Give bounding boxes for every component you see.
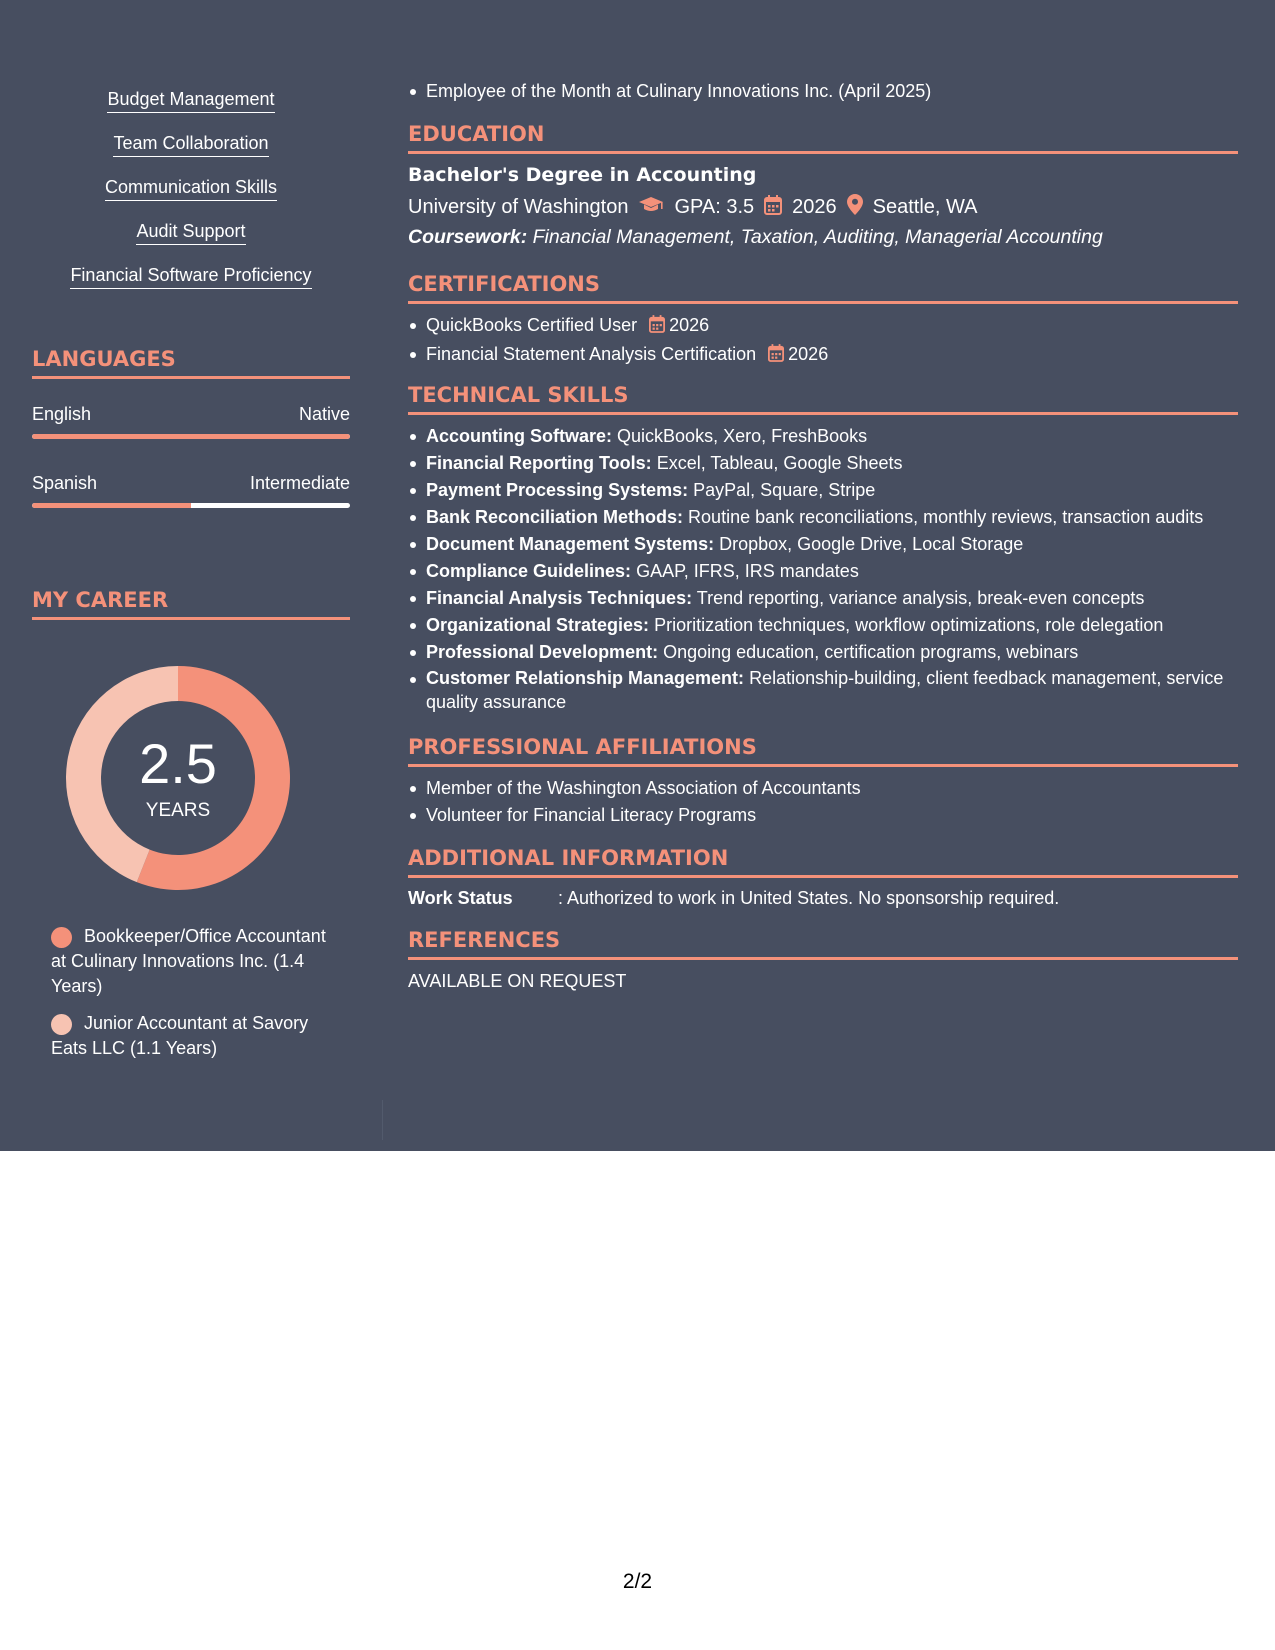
skill-label: Compliance Guidelines:: [426, 561, 632, 581]
education-school: University of Washington: [408, 196, 629, 218]
skill-item: Financial Software Proficiency: [70, 264, 311, 289]
education-degree: Bachelor's Degree in Accounting: [408, 164, 757, 186]
legend-item: [51, 924, 341, 999]
education-details: [408, 194, 978, 221]
certification-name: Financial Statement Analysis Certification: [426, 344, 757, 364]
certification-name: QuickBooks Certified User: [426, 315, 638, 335]
page-number: 2/2: [622, 1570, 653, 1593]
list-item: Employee of the Month at Culinary Innovations Inc. (April 2025): [408, 78, 1238, 105]
skill-label: Bank Reconciliation Methods:: [426, 507, 684, 527]
language-level: Intermediate: [249, 473, 350, 493]
education-location: Seattle, WA: [872, 196, 978, 218]
work-status-row: [408, 888, 1059, 909]
legend-dot: [51, 1014, 72, 1035]
certifications-list: [408, 312, 1238, 370]
career-donut-chart: [66, 666, 290, 890]
references-heading: REFERENCES: [408, 928, 1238, 960]
language-row: [32, 404, 350, 425]
skill-label: Financial Analysis Techniques:: [426, 588, 693, 608]
skill-label: Organizational Strategies:: [426, 615, 650, 635]
language-name: English: [32, 404, 92, 424]
list-item: [408, 612, 1238, 639]
skill-value: QuickBooks, Xero, FreshBooks: [617, 426, 868, 446]
technical-skills-heading: TECHNICAL SKILLS: [408, 383, 1238, 415]
donut-center: [66, 666, 290, 890]
list-item: [408, 312, 1238, 341]
list-item: [408, 504, 1238, 531]
technical-skills-list: [408, 423, 1238, 714]
education-gpa: GPA: 3.5: [674, 196, 755, 218]
skill-value: Prioritization techniques, workflow optimizations, role delegation: [654, 615, 1164, 635]
career-total-unit: YEARS: [145, 800, 211, 821]
skill-value: Excel, Tableau, Google Sheets: [656, 453, 903, 473]
skill-value: GAAP, IFRS, IRS mandates: [636, 561, 859, 581]
list-item: [408, 558, 1238, 585]
legend-dot: [51, 927, 72, 948]
language-level: Native: [298, 404, 350, 424]
career-heading: MY CAREER: [32, 588, 350, 620]
skill-value: PayPal, Square, Stripe: [693, 480, 876, 500]
affiliations-heading: PROFESSIONAL AFFILIATIONS: [408, 735, 1238, 767]
column-divider: [382, 1100, 383, 1140]
list-item: [408, 341, 1238, 370]
skill-value: Routine bank reconciliations, monthly reviews, transaction audits: [688, 507, 1204, 527]
location-pin-icon: [847, 194, 863, 221]
additional-info-heading: ADDITIONAL INFORMATION: [408, 846, 1238, 878]
certification-year: 2026: [788, 344, 829, 364]
skill-label: Payment Processing Systems:: [426, 480, 689, 500]
calendar-icon: [764, 195, 782, 221]
language-row: [32, 473, 350, 494]
language-name: Spanish: [32, 473, 98, 493]
skill-item: Communication Skills: [105, 176, 277, 201]
coursework-value: Financial Management, Taxation, Auditing, Managerial Accounting: [532, 226, 1103, 248]
work-status-label: Work Status: [408, 888, 513, 908]
skills-list: [32, 88, 350, 308]
career-legend: [51, 924, 341, 1073]
skill-label: Financial Reporting Tools:: [426, 453, 652, 473]
education-heading: EDUCATION: [408, 122, 1238, 154]
list-item: [408, 639, 1238, 666]
language-bar: [32, 503, 350, 508]
education-coursework: [408, 226, 1103, 249]
skill-label: Accounting Software:: [426, 426, 613, 446]
education-year: 2026: [792, 196, 837, 218]
languages-heading: LANGUAGES: [32, 347, 350, 379]
list-item: [408, 531, 1238, 558]
skill-value: Relationship-building, client feedback management, service quality assurance: [426, 668, 1224, 712]
skill-value: Dropbox, Google Drive, Local Storage: [719, 534, 1024, 554]
affiliations-list: [408, 775, 1238, 829]
skill-label: Professional Development:: [426, 642, 659, 662]
certifications-heading: CERTIFICATIONS: [408, 272, 1238, 304]
language-bar-fill: [32, 503, 191, 508]
list-item: Volunteer for Financial Literacy Programs: [408, 802, 1238, 829]
legend-label: Bookkeeper/Office Accountant at Culinary Innovations Inc. (1.4 Years): [51, 926, 326, 996]
legend-item: [51, 1011, 341, 1061]
calendar-icon: [649, 314, 665, 341]
graduation-cap-icon: [638, 196, 664, 220]
list-item: Member of the Washington Association of Accountants: [408, 775, 1238, 802]
career-total-value: 2.5: [139, 732, 217, 795]
references-text: AVAILABLE ON REQUEST: [408, 971, 627, 991]
list-item: [408, 450, 1238, 477]
skill-value: Ongoing education, certification programs, webinars: [663, 642, 1079, 662]
list-item: [408, 666, 1238, 714]
language-bar: [32, 434, 350, 439]
skill-item: Team Collaboration: [113, 132, 268, 157]
legend-label: Junior Accountant at Savory Eats LLC (1.1 Years): [51, 1013, 309, 1058]
calendar-icon: [768, 343, 784, 370]
skill-value: Trend reporting, variance analysis, break-even concepts: [696, 588, 1145, 608]
language-bar-fill: [32, 434, 350, 439]
certification-year: 2026: [669, 315, 710, 335]
skill-label: Customer Relationship Management:: [426, 668, 745, 688]
work-status-value: : Authorized to work in United States. No sponsorship required.: [558, 888, 1060, 908]
coursework-label: Coursework:: [408, 226, 528, 248]
skill-item: Budget Management: [107, 88, 274, 113]
list-item: [408, 423, 1238, 450]
skill-item: Audit Support: [136, 220, 245, 245]
skill-label: Document Management Systems:: [426, 534, 715, 554]
achievements-list: [408, 78, 1238, 105]
list-item: [408, 477, 1238, 504]
list-item: [408, 585, 1238, 612]
